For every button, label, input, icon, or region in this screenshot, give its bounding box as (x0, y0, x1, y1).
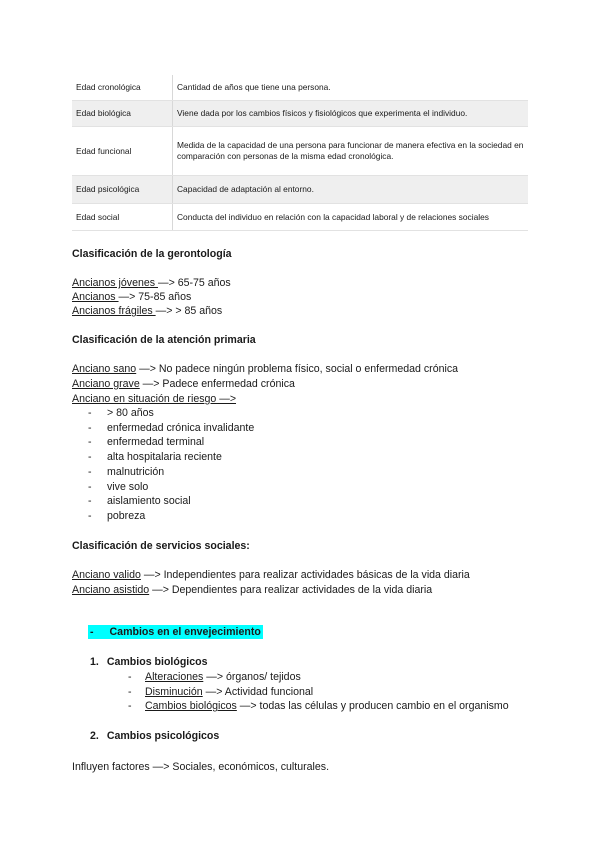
list-item: - enfermedad crónica invalidante (88, 421, 254, 436)
term-description: —> órganos/ tejidos (203, 671, 301, 683)
list-item (72, 290, 191, 305)
term-label: Anciano asistido (72, 584, 150, 596)
term-description: —> todas las células y producen cambio en el organismo (236, 700, 509, 713)
list-item (128, 699, 509, 714)
list-item: - vive solo (88, 480, 254, 495)
term-label: Alteraciones (145, 671, 204, 683)
list-item (72, 392, 236, 407)
table-row (72, 127, 528, 176)
list-item: - > 80 años (88, 406, 254, 421)
table-definition: Conducta del individuo en relación con la capacidad laboral y de relaciones sociales (173, 204, 529, 231)
table-definition: Viene dada por los cambios físicos y fisiológicos que experimenta el individuo. (173, 101, 529, 127)
term-description: —> Padece enfermedad crónica (139, 378, 295, 390)
term-description: —> No padece ningún problema físico, social o enfermedad crónica (136, 363, 459, 375)
subheading-title: Cambios biológicos (106, 656, 208, 668)
term-description: —> Dependientes para realizar actividades de la vida diaria (149, 584, 433, 596)
table-row (72, 204, 528, 231)
section-heading-servicios-sociales: Clasificación de servicios sociales: (72, 540, 250, 552)
term-description: —> Actividad funcional (202, 685, 314, 698)
term-label: Anciano grave (72, 378, 140, 390)
list-item (128, 685, 509, 700)
highlighted-heading (88, 626, 263, 638)
term-description: —> 65-75 años (157, 277, 231, 289)
list-item (72, 304, 222, 319)
subheading-title: Cambios psicológicos (106, 730, 220, 742)
list-item (72, 276, 231, 291)
subheading-cambios-biologicos (90, 656, 208, 668)
list-item: - aislamiento social (88, 494, 254, 509)
heading-bullet: - (90, 626, 94, 638)
list-item: - malnutrición (88, 465, 254, 480)
table-row (72, 101, 528, 127)
term-description: —> Independientes para realizar actividades básicas de la vida diaria (140, 569, 470, 581)
heading-highlight (88, 625, 263, 639)
subheading-cambios-psicologicos (90, 730, 219, 742)
term-label: Cambios biológicos (145, 700, 237, 713)
list-item: - alta hospitalaria reciente (88, 450, 254, 465)
table-term: Edad biológica (72, 101, 173, 127)
heading-title: Cambios en el envejecimiento (109, 626, 261, 638)
table-definition: Medida de la capacidad de una persona para funcionar de manera efectiva en la sociedad en comparación con personas de la misma edad cronológica. (173, 127, 529, 176)
term-description: —> > 85 años (155, 305, 223, 317)
term-label: Anciano sano (72, 363, 137, 375)
age-definitions-table (72, 75, 528, 231)
risk-factors-list (88, 406, 254, 524)
list-item (72, 583, 432, 598)
table-term: Edad social (72, 204, 173, 231)
term-label: Ancianos jóvenes (72, 277, 158, 289)
list-item (72, 568, 470, 583)
term-label: Anciano valido (72, 569, 141, 581)
list-item: - pobreza (88, 509, 254, 524)
table-term: Edad cronológica (72, 75, 173, 101)
table-term: Edad psicológica (72, 176, 173, 204)
table-definition: Cantidad de años que tiene una persona. (173, 75, 529, 101)
table-term: Edad funcional (72, 127, 173, 176)
section-heading-atencion-primaria: Clasificación de la atención primaria (72, 334, 256, 346)
table-row (72, 75, 528, 101)
term-label: Ancianos (72, 291, 119, 303)
term-label: Anciano en situación de riesgo —> (72, 393, 237, 405)
table-row (72, 176, 528, 204)
section-heading-gerontologia: Clasificación de la gerontología (72, 248, 232, 260)
item-number: 1. (90, 656, 99, 668)
list-item (72, 377, 295, 392)
table-definition: Capacidad de adaptación al entorno. (173, 176, 529, 204)
list-item (72, 362, 458, 377)
list-item: - enfermedad terminal (88, 435, 254, 450)
term-label: Disminución (145, 685, 203, 698)
term-label: Ancianos frágiles (72, 305, 156, 317)
biological-changes-list (128, 670, 509, 714)
factors-text: Influyen factores —> Sociales, económicos, culturales. (72, 761, 330, 773)
term-description: —> 75-85 años (118, 291, 192, 303)
list-item (128, 670, 509, 685)
item-number: 2. (90, 730, 99, 742)
